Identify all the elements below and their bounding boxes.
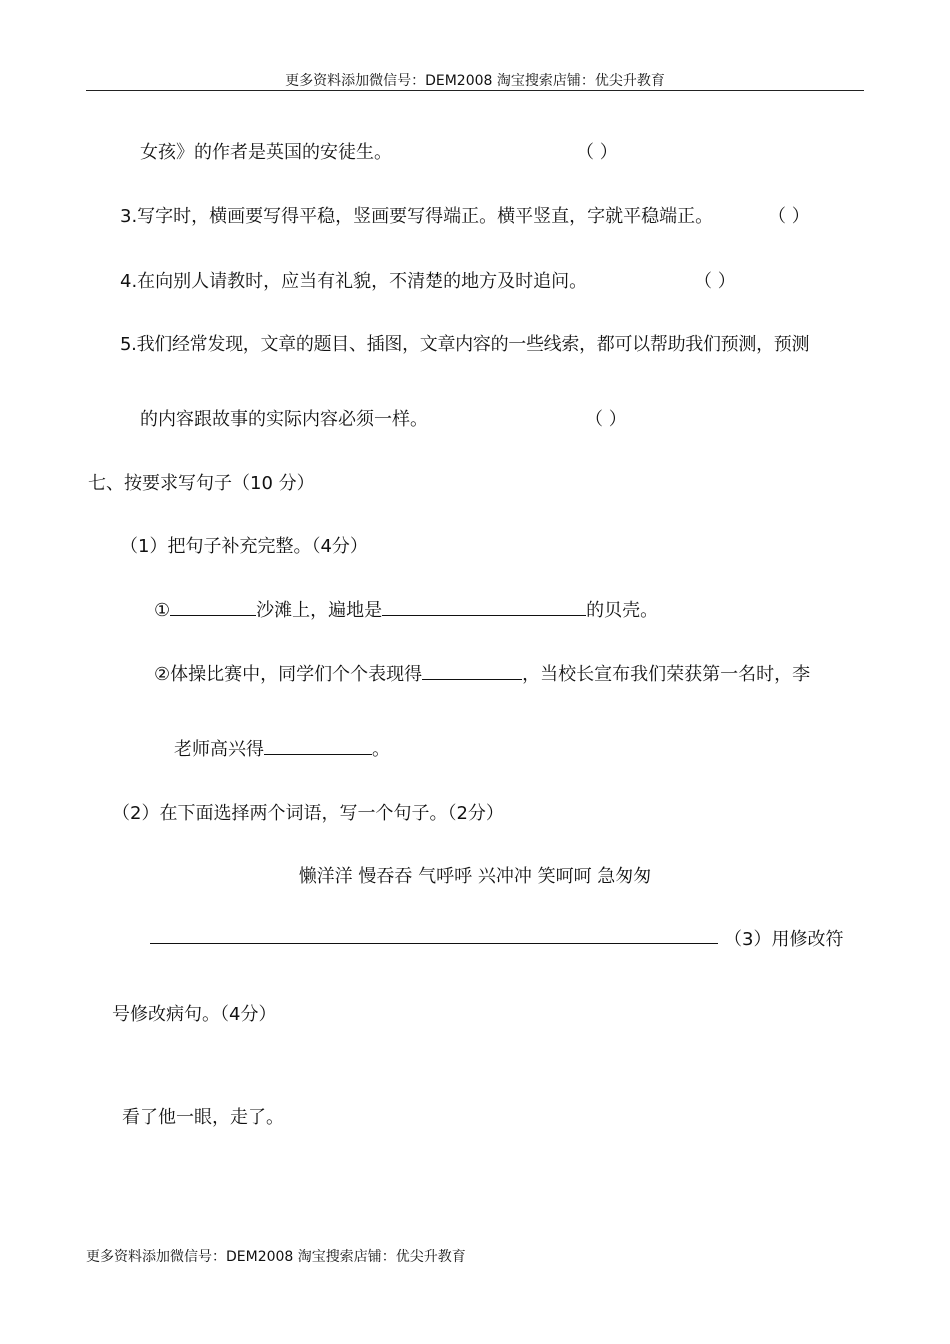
answer-line-part-2[interactable] bbox=[150, 943, 718, 944]
judgement-item-2-continued bbox=[140, 138, 392, 164]
sentence-2-middle: ，当校长宣布我们荣获第一名时，李 bbox=[522, 664, 811, 685]
part-3-title-end: 号修改病句。（4分） bbox=[112, 1004, 277, 1025]
word-choices: 懒洋洋 慢吞吞 气呼呼 兴冲冲 笑呵呵 急匆匆 bbox=[298, 866, 652, 887]
sentence-1-blank-1[interactable] bbox=[170, 597, 256, 616]
part-2-title: （2）在下面选择两个词语，写一个句子。（2分） bbox=[112, 803, 504, 824]
judgement-item-5-line1: 5.我们经常发现，文章的题目、插图，文章内容的一些线索，都可以帮助我们预测，预测 bbox=[120, 334, 810, 355]
section-7-title: 七、按要求写句子（10 分） bbox=[88, 473, 315, 494]
header-divider bbox=[86, 90, 864, 91]
sentence-1-marker: ① bbox=[154, 600, 171, 621]
part-1-title: （1）把句子补充完整。（4分） bbox=[120, 536, 368, 557]
item-2-answer-paren: （ ） bbox=[576, 142, 618, 163]
sick-sentence: 看了他一眼，走了。 bbox=[122, 1107, 284, 1128]
item-3-answer-paren: （ ） bbox=[768, 206, 810, 227]
item-2-text: 女孩》的作者是英国的安徒生。 bbox=[140, 142, 392, 163]
sentence-2-blank-2[interactable] bbox=[264, 736, 372, 755]
sentence-2-line1 bbox=[154, 660, 810, 686]
item-4-answer-paren: （ ） bbox=[694, 271, 736, 292]
sentence-1 bbox=[154, 596, 658, 622]
judgement-item-4: 4.在向别人请教时，应当有礼貌，不清楚的地方及时追问。 bbox=[120, 271, 588, 292]
sentence-2-end: 。 bbox=[372, 739, 390, 760]
item-5-answer-paren: （ ） bbox=[585, 409, 627, 430]
sentence-2-cont: 老师高兴得 bbox=[174, 739, 264, 760]
sentence-2-line2 bbox=[174, 735, 390, 761]
page-header: 更多资料添加微信号：DEM2008 淘宝搜索店铺：优尖升教育 bbox=[285, 73, 665, 89]
page-footer: 更多资料添加微信号：DEM2008 淘宝搜索店铺：优尖升教育 bbox=[86, 1249, 466, 1265]
sentence-2-blank-1[interactable] bbox=[422, 661, 522, 680]
sentence-1-middle: 沙滩上，遍地是 bbox=[256, 600, 383, 621]
sentence-1-blank-2[interactable] bbox=[382, 597, 586, 616]
sentence-1-end: 的贝壳。 bbox=[586, 600, 659, 621]
judgement-item-5-line2: 的内容跟故事的实际内容必须一样。 bbox=[140, 409, 428, 430]
sentence-2-start: ②体操比赛中，同学们个个表现得 bbox=[154, 664, 423, 685]
part-3-title-start: （3）用修改符 bbox=[724, 929, 844, 950]
judgement-item-3: 3.写字时，横画要写得平稳，竖画要写得端正。横平竖直，字就平稳端正。 bbox=[120, 206, 714, 227]
